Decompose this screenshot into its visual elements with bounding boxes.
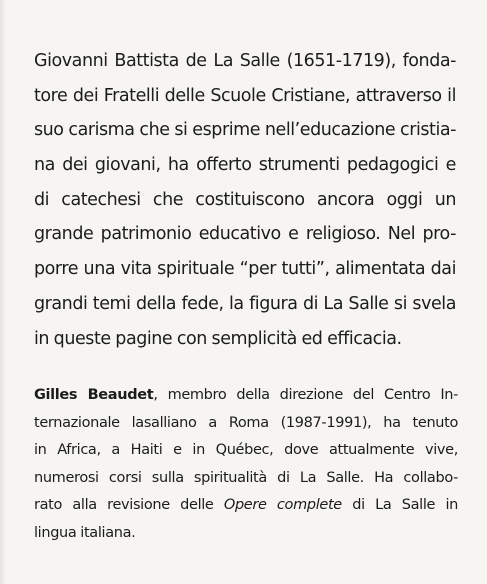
- description-line: suo carisma che si esprime nell’educazione cristia-: [34, 120, 456, 141]
- author-bio-paragraph: [34, 382, 458, 547]
- description-line: tore dei Fratelli delle Scuole Cristiane, attraverso il: [34, 85, 456, 106]
- page-edge-shadow: [0, 0, 6, 584]
- description-paragraph: [34, 44, 456, 356]
- description-line: di catechesi che costituiscono ancora oggi un: [34, 189, 456, 210]
- author-bio-line: lingua italiana.: [34, 524, 136, 541]
- author-name: Gilles Beaudet: [34, 387, 154, 403]
- description-line: in queste pagine con semplicità ed efficacia.: [34, 328, 402, 349]
- author-bio-line: ternazionale lasalliano a Roma (1987-1991), ha tenuto: [34, 414, 458, 431]
- author-bio-line: [34, 382, 458, 410]
- description-line: Giovanni Battista de La Salle (1651-1719), fonda-: [34, 51, 456, 71]
- description-line: grande patrimonio educativo e religioso. Nel pro-: [34, 224, 456, 245]
- author-bio-line: numerosi corsi sulla spiritualità di La Salle. Ha collabo-: [34, 469, 458, 486]
- author-bio-line: [34, 492, 458, 520]
- description-line: porre una vita spirituale “per tutti”, alimentata dai: [34, 259, 456, 280]
- author-bio-text: , membro della direzione del Centro In-: [153, 387, 458, 403]
- description-line: na dei giovani, ha offerto strumenti pedagogici e: [34, 155, 456, 176]
- author-bio-text: rato alla revisione delle: [34, 497, 224, 513]
- author-bio-text: di La Salle in: [341, 497, 458, 513]
- description-line: grandi temi della fede, la figura di La Salle si svela: [34, 293, 456, 314]
- author-bio-line: in Africa, a Haiti e in Québec, dove attualmente vive,: [34, 442, 458, 458]
- book-title: Opere complete: [223, 497, 342, 513]
